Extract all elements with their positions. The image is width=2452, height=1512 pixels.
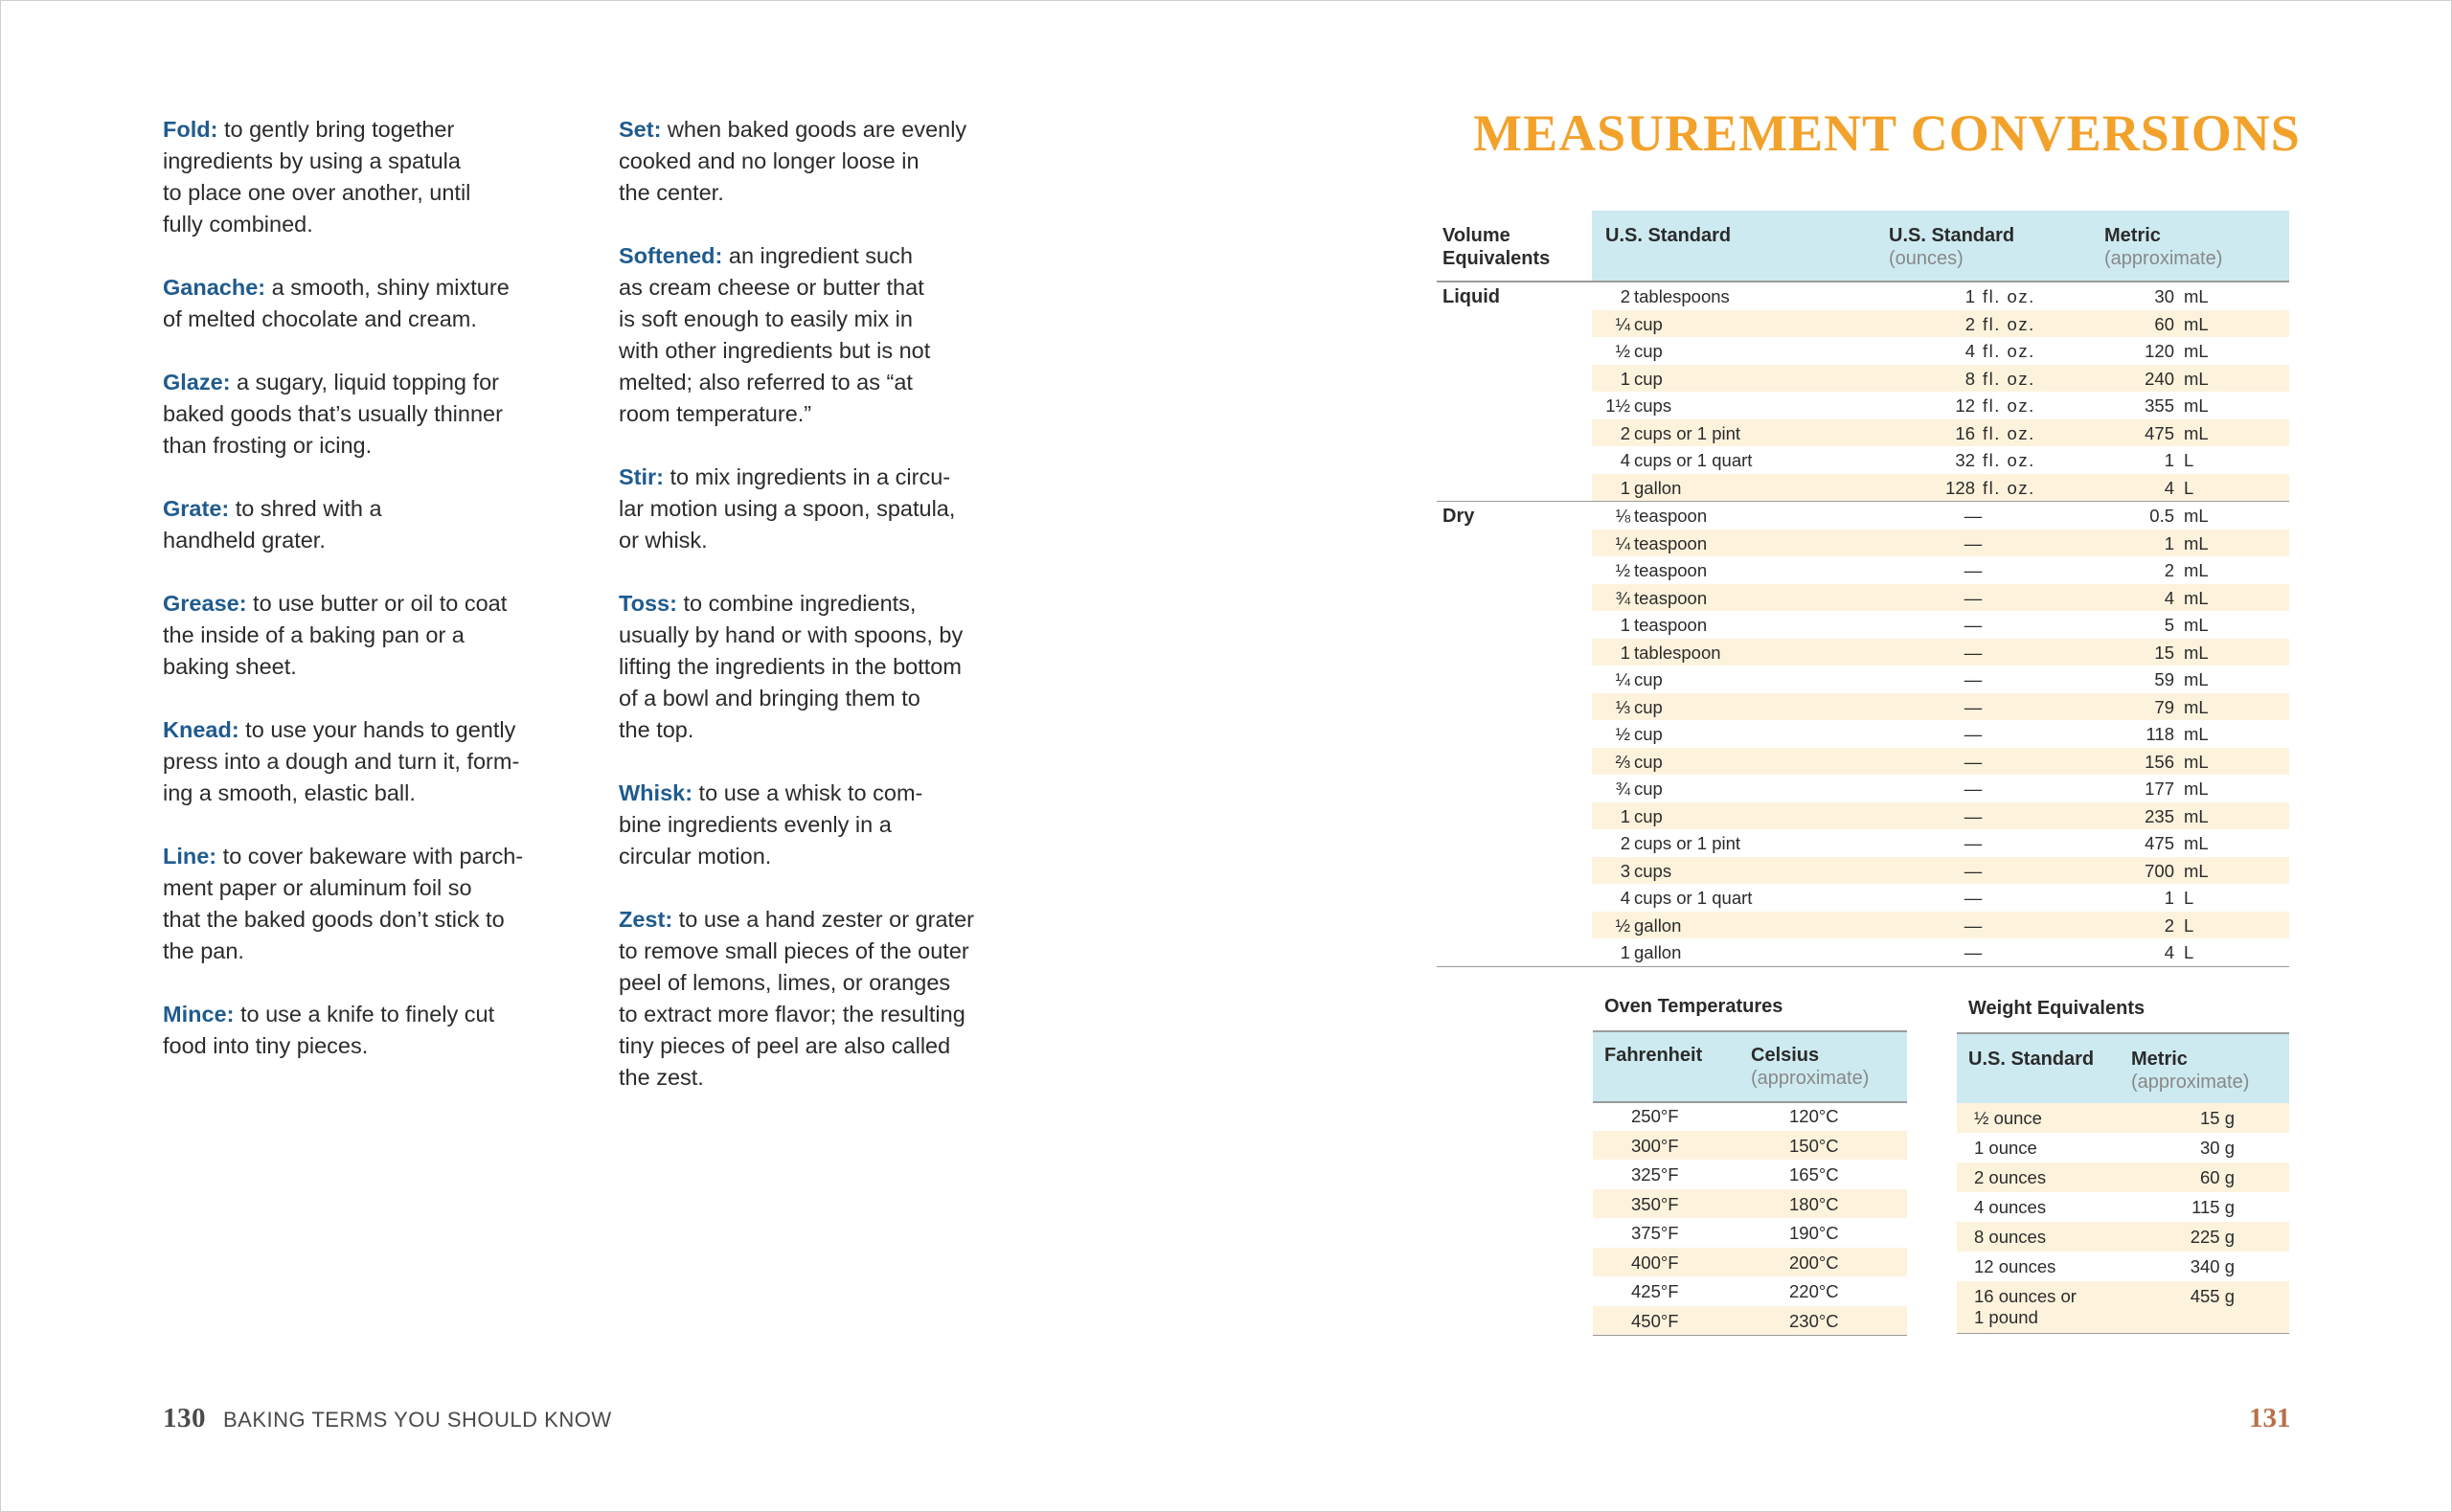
us-quantity: 3 <box>1620 860 1630 881</box>
us-quantity: ⅓ <box>1615 696 1630 717</box>
glossary-term: Ganache: <box>163 275 266 300</box>
glossary-entry <box>619 240 1021 430</box>
glossary-column-1 <box>163 114 565 1094</box>
glossary-entry <box>163 114 565 240</box>
us-quantity: 2 <box>1620 833 1630 853</box>
us-quantity: ½ <box>1615 724 1630 744</box>
page-title: MEASUREMENT CONVERSIONS <box>1473 104 2301 162</box>
celsius-value: 200°C <box>1789 1252 1839 1273</box>
table-row <box>1437 802 2289 830</box>
table-row <box>1437 666 2289 693</box>
table-row <box>1593 1131 1907 1161</box>
weight-metric-value: 15 g <box>2199 1108 2235 1128</box>
glossary-definition: to use a hand zester or grater to remove small pieces of the outer peel of lemons, limes, or oranges to extract more flavor; the resulting tiny pieces of peel are also called the zest. <box>619 907 974 1090</box>
metric-value: 240 <box>2145 368 2174 389</box>
us-quantity: 1 <box>1620 642 1630 663</box>
glossary-entry <box>163 272 565 335</box>
glossary-entry <box>163 493 565 556</box>
ounce-value: — <box>1964 669 1983 689</box>
col-celsius <box>1751 1044 1869 1090</box>
us-quantity: 1 <box>1620 368 1630 389</box>
ounce-unit: fl. oz. <box>1983 313 2035 334</box>
us-unit: tablespoon <box>1634 642 1721 663</box>
weight-us-value: 8 ounces <box>1974 1227 2047 1247</box>
us-quantity: ¼ <box>1615 313 1630 334</box>
weight-metric-value: 115 g <box>2191 1197 2235 1217</box>
metric-value: 4 <box>2164 942 2174 962</box>
us-quantity: 1 <box>1620 942 1630 962</box>
table-row <box>1957 1192 2289 1222</box>
ounce-value: — <box>1964 805 1983 826</box>
table-bottom-rule <box>1957 1333 2289 1334</box>
glossary-term: Zest: <box>619 907 673 932</box>
glossary-term: Mince: <box>163 1002 235 1027</box>
us-unit: teaspoon <box>1634 587 1708 608</box>
fahrenheit-value: 375°F <box>1631 1223 1679 1243</box>
liquid-label: Liquid <box>1442 286 1500 307</box>
table-row <box>1593 1189 1907 1219</box>
metric-value: 1 <box>2164 450 2174 470</box>
glossary-definition: to shred with a handheld grater. <box>163 496 382 553</box>
ounce-unit: fl. oz. <box>1983 422 2035 443</box>
us-unit: teaspoon <box>1634 560 1708 580</box>
metric-unit: mL <box>2184 395 2209 416</box>
glossary-term: Stir: <box>619 464 664 489</box>
table-row <box>1437 884 2289 912</box>
us-unit: cup <box>1634 779 1663 799</box>
glossary-definition: when baked goods are evenly cooked and no longer loose in the center. <box>619 117 967 205</box>
glossary-definition: to mix ingredients in a circu- lar motion using a spoon, spatula, or whisk. <box>619 464 956 553</box>
ounce-value: 8 <box>1964 368 1975 389</box>
ounce-value: — <box>1964 724 1983 744</box>
metric-unit: mL <box>2184 833 2209 853</box>
table-row <box>1957 1281 2289 1333</box>
metric-value: 235 <box>2145 805 2174 826</box>
glossary-definition: to use a knife to finely cut food into tiny pieces. <box>163 1002 495 1058</box>
glossary-entry <box>619 462 1021 556</box>
table-row <box>1437 938 2289 966</box>
ounce-value: — <box>1964 587 1983 608</box>
weight-metric-value: 225 g <box>2190 1227 2235 1247</box>
oven-header <box>1593 1030 1907 1103</box>
right-page-number: 131 <box>2249 1403 2291 1433</box>
glossary-entry <box>163 714 565 809</box>
us-unit: cup <box>1634 751 1663 772</box>
metric-unit: mL <box>2184 724 2209 744</box>
dry-section <box>1437 502 2289 967</box>
weight-title: Weight Equivalents <box>1968 998 2146 1019</box>
weight-us-value: 1 ounce <box>1974 1138 2037 1158</box>
us-quantity: ⅔ <box>1615 751 1630 772</box>
weight-metric-value: 60 g <box>2199 1167 2235 1187</box>
ounce-value: 2 <box>1964 313 1975 334</box>
metric-value: 60 <box>2154 313 2174 334</box>
glossary-term: Softened: <box>619 243 723 268</box>
metric-value: 79 <box>2154 696 2174 717</box>
table-row <box>1437 502 2289 530</box>
ounce-value: — <box>1964 888 1983 908</box>
ounce-value: — <box>1964 914 1983 936</box>
metric-value: 2 <box>2164 914 2174 936</box>
col-weight-metric <box>2131 1048 2249 1094</box>
metric-unit: mL <box>2184 779 2209 799</box>
table-row <box>1437 639 2289 666</box>
us-unit: cups <box>1634 395 1672 416</box>
glossary-definition: to use a whisk to com- bine ingredients evenly in a circular motion. <box>619 780 923 869</box>
table-row <box>1437 912 2289 939</box>
ounce-value: 12 <box>1955 395 1975 416</box>
fahrenheit-value: 250°F <box>1631 1106 1679 1126</box>
ounce-unit: fl. oz. <box>1983 477 2035 498</box>
metric-unit: mL <box>2184 368 2209 389</box>
us-unit: cups or 1 pint <box>1634 833 1741 853</box>
us-unit: teaspoon <box>1634 615 1708 635</box>
ounce-value: — <box>1964 751 1983 772</box>
metric-unit: L <box>2184 942 2194 962</box>
glossary-term: Set: <box>619 117 662 142</box>
ounce-value: 4 <box>1964 341 1975 361</box>
weight-equivalents-table <box>1957 992 2289 1337</box>
glossary-term: Fold: <box>163 117 218 142</box>
glossary-definition: to cover bakeware with parch- ment paper or aluminum foil so that the baked goods don’t stick to the pan. <box>163 844 524 963</box>
us-quantity: 1 <box>1620 805 1630 826</box>
col-us-ounces-sub: (ounces) <box>1889 248 1964 269</box>
glossary-entry <box>619 778 1021 872</box>
us-unit: cups or 1 quart <box>1634 450 1753 470</box>
table-row <box>1437 584 2289 612</box>
table-row <box>1437 392 2289 419</box>
metric-unit: L <box>2184 450 2194 470</box>
metric-unit: mL <box>2184 751 2209 772</box>
fahrenheit-value: 425°F <box>1631 1281 1679 1301</box>
table-row <box>1437 829 2289 857</box>
glossary-definition: to combine ingredients, usually by hand or with spoons, by lifting the ingredients in the bottom of a bowl and bringing them to the top. <box>619 591 964 742</box>
us-quantity: ¾ <box>1615 587 1630 608</box>
fahrenheit-value: 450°F <box>1631 1310 1679 1331</box>
table-row <box>1957 1162 2289 1192</box>
metric-unit: mL <box>2184 341 2209 361</box>
col-weight-metric-sub: (approximate) <box>2131 1072 2250 1093</box>
ounce-value: — <box>1964 779 1983 799</box>
glossary-term: Toss: <box>619 591 677 616</box>
col-metric-label: Metric <box>2104 225 2161 246</box>
us-unit: cup <box>1634 368 1663 389</box>
metric-unit: mL <box>2184 669 2209 689</box>
metric-unit: mL <box>2184 532 2209 553</box>
glossary-entry <box>619 904 1021 1094</box>
table-row <box>1437 419 2289 447</box>
table-bottom-rule <box>1593 1335 1907 1336</box>
glossary-definition: a sugary, liquid topping for baked goods that’s usually thinner than frosting or icing. <box>163 370 503 458</box>
col-metric-sub: (approximate) <box>2104 248 2223 269</box>
metric-value: 700 <box>2145 860 2174 881</box>
liquid-section <box>1437 282 2289 502</box>
us-quantity: ⅛ <box>1615 506 1630 526</box>
metric-value: 4 <box>2164 477 2174 498</box>
metric-value: 120 <box>2145 341 2174 361</box>
weight-us-value: ½ ounce <box>1974 1108 2042 1128</box>
us-unit: cup <box>1634 724 1663 744</box>
ounce-unit: fl. oz. <box>1983 450 2035 470</box>
ounce-value: 16 <box>1955 422 1975 443</box>
ounce-value: 128 <box>1945 477 1975 498</box>
us-unit: gallon <box>1634 914 1682 936</box>
ounce-value: — <box>1964 942 1983 962</box>
us-quantity: 2 <box>1620 422 1630 443</box>
metric-value: 0.5 <box>2149 506 2174 526</box>
ounce-value: — <box>1964 506 1983 526</box>
table-row <box>1437 310 2289 338</box>
weight-us-value: 12 ounces <box>1974 1256 2056 1276</box>
metric-unit: mL <box>2184 506 2209 526</box>
celsius-value: 150°C <box>1789 1135 1839 1156</box>
us-unit: tablespoons <box>1634 286 1730 306</box>
table-row <box>1593 1101 1907 1131</box>
celsius-value: 165°C <box>1789 1164 1839 1185</box>
metric-value: 475 <box>2145 422 2174 443</box>
us-unit: cup <box>1634 669 1663 689</box>
col-us-standard: U.S. Standard <box>1605 225 1732 246</box>
metric-unit: L <box>2184 914 2194 936</box>
metric-value: 156 <box>2145 751 2174 772</box>
us-quantity: ½ <box>1615 560 1630 580</box>
ounce-value: — <box>1964 532 1983 553</box>
glossary-entry <box>163 841 565 967</box>
weight-us-value: 2 ounces <box>1974 1167 2047 1187</box>
table-row <box>1437 446 2289 474</box>
celsius-value: 180°C <box>1789 1193 1839 1214</box>
glossary-definition: to gently bring together ingredients by using a spatula to place one over another, until fully combined. <box>163 117 471 237</box>
ounce-value: — <box>1964 642 1983 663</box>
col-us-ounces-label: U.S. Standard <box>1889 225 2015 246</box>
us-unit: gallon <box>1634 942 1682 962</box>
us-unit: cup <box>1634 313 1663 334</box>
table-row <box>1593 1160 1907 1189</box>
table-row <box>1437 530 2289 557</box>
glossary-entry <box>619 114 1021 209</box>
metric-value: 1 <box>2164 888 2174 908</box>
ounce-value: — <box>1964 860 1983 881</box>
weight-metric-value: 30 g <box>2199 1138 2235 1158</box>
dry-label: Dry <box>1442 506 1475 527</box>
metric-value: 59 <box>2154 669 2174 689</box>
glossary-term: Whisk: <box>619 780 693 805</box>
glossary-term: Line: <box>163 844 217 869</box>
weight-metric-value: 340 g <box>2190 1256 2235 1276</box>
metric-unit: mL <box>2184 587 2209 608</box>
us-unit: gallon <box>1634 477 1682 498</box>
metric-value: 475 <box>2145 833 2174 853</box>
table-row <box>1437 693 2289 721</box>
us-quantity: 1 <box>1620 615 1630 635</box>
left-page-number: 130 <box>163 1403 206 1433</box>
ounce-unit: fl. oz. <box>1983 395 2035 416</box>
volume-equivalents-table <box>1437 211 2289 967</box>
col-celsius-label: Celsius <box>1751 1045 1820 1066</box>
celsius-value: 220°C <box>1789 1281 1839 1301</box>
weight-metric-value: 455 g <box>2190 1286 2235 1306</box>
metric-value: 118 <box>2146 724 2174 744</box>
table-row <box>1437 282 2289 310</box>
us-quantity: ½ <box>1615 341 1630 361</box>
ounce-value: — <box>1964 696 1983 717</box>
glossary-term: Grease: <box>163 591 247 616</box>
ounce-value: — <box>1964 615 1983 635</box>
glossary-entry <box>163 999 565 1062</box>
fahrenheit-value: 400°F <box>1631 1252 1679 1273</box>
metric-unit: mL <box>2184 805 2209 826</box>
metric-value: 30 <box>2154 286 2174 306</box>
ounce-value: 1 <box>1964 286 1975 306</box>
glossary-term: Knead: <box>163 717 239 742</box>
table-row <box>1437 720 2289 748</box>
glossary-column-2 <box>619 114 1021 1125</box>
us-unit: cups or 1 pint <box>1634 422 1741 443</box>
us-unit: teaspoon <box>1634 506 1708 526</box>
col-us-ounces <box>1889 224 2014 270</box>
ounce-unit: fl. oz. <box>1983 341 2035 361</box>
us-quantity: ¼ <box>1615 669 1630 689</box>
metric-value: 5 <box>2164 615 2174 635</box>
us-unit: cup <box>1634 805 1663 826</box>
metric-unit: mL <box>2184 696 2209 717</box>
table-row <box>1957 1133 2289 1162</box>
table-row <box>1593 1276 1907 1306</box>
table-row <box>1437 337 2289 365</box>
table-row <box>1957 1103 2289 1133</box>
us-quantity: 4 <box>1620 888 1630 908</box>
fahrenheit-value: 300°F <box>1631 1135 1679 1156</box>
metric-unit: mL <box>2184 642 2209 663</box>
celsius-value: 190°C <box>1789 1223 1839 1243</box>
ounce-unit: fl. oz. <box>1983 286 2035 306</box>
weight-header <box>1957 1032 2289 1105</box>
table-row <box>1437 474 2289 502</box>
metric-unit: L <box>2184 477 2194 498</box>
us-quantity: 1½ <box>1605 395 1630 416</box>
table-row <box>1957 1252 2289 1281</box>
table-row <box>1437 775 2289 802</box>
metric-value: 4 <box>2164 587 2174 608</box>
fahrenheit-value: 325°F <box>1631 1164 1679 1185</box>
table-row <box>1437 611 2289 639</box>
ounce-value: — <box>1964 833 1983 853</box>
glossary-term: Grate: <box>163 496 230 521</box>
metric-unit: mL <box>2184 560 2209 580</box>
table-row <box>1957 1222 2289 1252</box>
us-quantity: 1 <box>1620 477 1630 498</box>
running-head: BAKING TERMS YOU SHOULD KNOW <box>223 1408 612 1432</box>
ounce-value: 32 <box>1955 450 1975 470</box>
glossary-entry <box>619 588 1021 746</box>
table-row <box>1437 365 2289 393</box>
us-unit: cup <box>1634 696 1663 717</box>
metric-value: 355 <box>2145 395 2174 416</box>
metric-value: 1 <box>2164 532 2174 553</box>
table-row <box>1437 748 2289 776</box>
metric-unit: mL <box>2184 860 2209 881</box>
oven-title: Oven Temperatures <box>1604 996 1783 1017</box>
us-quantity: 4 <box>1620 450 1630 470</box>
celsius-value: 230°C <box>1789 1310 1839 1331</box>
ounce-value: — <box>1964 560 1983 580</box>
metric-unit: mL <box>2184 286 2209 306</box>
metric-unit: L <box>2184 888 2194 908</box>
col-metric <box>2104 224 2222 270</box>
ounce-unit: fl. oz. <box>1983 368 2035 389</box>
col-fahrenheit: Fahrenheit <box>1604 1045 1703 1066</box>
col-weight-us-standard: U.S. Standard <box>1968 1049 2095 1070</box>
us-unit: cups <box>1634 860 1672 881</box>
metric-unit: mL <box>2184 313 2209 334</box>
left-page-footer <box>163 1403 612 1434</box>
glossary-definition: an ingredient such as cream cheese or butter that is soft enough to easily mix in with other ingredients but is not melted; also referred to as “at room temperature.” <box>619 243 931 426</box>
glossary-term: Glaze: <box>163 370 231 395</box>
metric-unit: mL <box>2184 615 2209 635</box>
col-weight-metric-label: Metric <box>2131 1049 2188 1070</box>
metric-unit: mL <box>2184 422 2209 443</box>
us-quantity: ½ <box>1615 914 1630 936</box>
col-celsius-sub: (approximate) <box>1751 1068 1870 1089</box>
us-unit: cup <box>1634 341 1663 361</box>
glossary-definition: to use your hands to gently press into a dough and turn it, form- ing a smooth, elastic ball. <box>163 717 520 805</box>
glossary-entry <box>163 367 565 462</box>
metric-value: 177 <box>2145 779 2174 799</box>
metric-value: 2 <box>2164 560 2174 580</box>
us-quantity: ¾ <box>1615 779 1630 799</box>
oven-temperatures-table <box>1593 992 1907 1337</box>
us-quantity: ¼ <box>1615 532 1630 553</box>
volume-head-label: Volume Equivalents <box>1442 225 1551 269</box>
table-row <box>1593 1306 1907 1336</box>
glossary-entry <box>163 588 565 683</box>
fahrenheit-value: 350°F <box>1631 1193 1679 1214</box>
table-row <box>1437 857 2289 885</box>
us-unit: cups or 1 quart <box>1634 888 1753 908</box>
us-quantity: 2 <box>1620 286 1630 306</box>
volume-table-header <box>1437 211 2289 282</box>
us-unit: teaspoon <box>1634 532 1708 553</box>
glossary-definition: a smooth, shiny mixture of melted chocolate and cream. <box>163 275 510 331</box>
table-row <box>1593 1218 1907 1248</box>
weight-us-value: 4 ounces <box>1974 1197 2047 1217</box>
weight-us-value: 16 ounces or 1 pound <box>1974 1286 2077 1327</box>
glossary-definition: to use butter or oil to coat the inside of a baking pan or a baking sheet. <box>163 591 508 679</box>
celsius-value: 120°C <box>1789 1106 1839 1126</box>
metric-value: 15 <box>2154 642 2174 663</box>
table-row <box>1593 1248 1907 1277</box>
table-row <box>1437 556 2289 584</box>
